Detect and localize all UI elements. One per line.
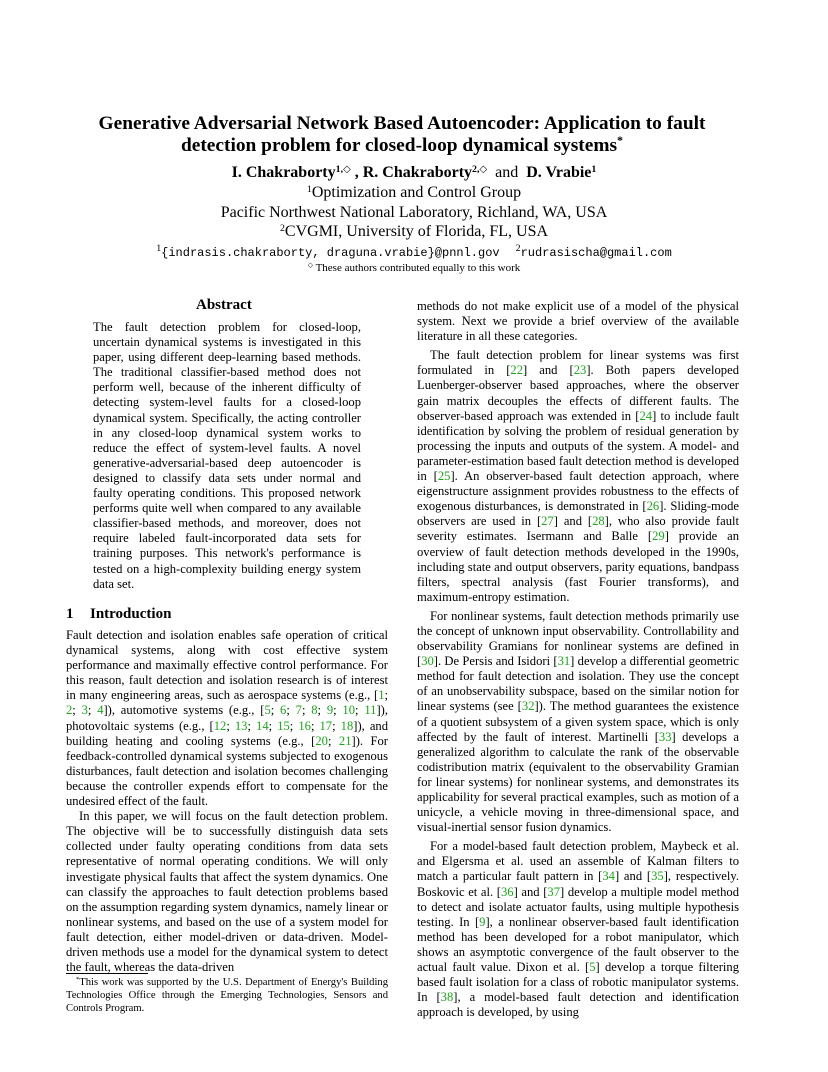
citation-link[interactable]: 37 [547, 884, 560, 899]
section-number: 1 [66, 606, 74, 622]
footnote [66, 976, 388, 1016]
citation-link[interactable]: 14 [256, 718, 269, 733]
affiliation-text: Optimization and Control Group [311, 184, 522, 201]
citation-link[interactable]: 12 [213, 718, 227, 733]
email-mark: 2 [515, 242, 521, 254]
paper-title [80, 113, 724, 157]
paper-title-text: Generative Adversarial Network Based Autoencoder: Application to fault detection problem for closed-loop dynamical systems [98, 113, 706, 156]
email-address: rudrasischa@gmail.com [520, 246, 672, 260]
citation-link[interactable]: 31 [557, 654, 571, 669]
citation-link[interactable]: 32 [521, 699, 535, 714]
citation-link[interactable]: 9 [326, 703, 334, 718]
paragraph: Fault detection and isolation enables safe operation of critical dynamical systems, along with cost effective system performance and maximally effective control performance. For this reason, fault detection and isolation research is of interest in many engineering areas, such as aerospace systems (e.g., [1; 2; 3; 4]), automotive systems (e.g., [5; 6; 7; 8; 9; 10; 11]), photovoltaic systems (e.g., [12; 13; 14; 15; 16; 17; 18]), and building heating and cooling systems (e.g., [20; 21]). For feedback-controlled dynamical systems subjected to exogenous disturbances, fault detection and isolation becomes challenging because the controller expends effort to compensate for the undesired effect of the fault. [66, 628, 389, 809]
citation-link[interactable]: 23 [573, 363, 587, 378]
citation-link[interactable]: 8 [311, 703, 318, 718]
citation-link[interactable]: 11 [364, 703, 377, 718]
email-mark: 1 [156, 242, 162, 254]
section-title: Introduction [90, 606, 172, 622]
affiliation-1 [0, 183, 828, 202]
author-affiliation-mark: 2,◇ [472, 163, 488, 175]
paragraph: For a model-based fault detection problem, Maybeck et al. and Elgersma et al. used an assemble of Kalman filters to match a particular fault pattern in [34] and [35], respectively. Boskovic et al. [36] and [37] develop a multiple model method to detect and isolate actuator faults, using multiple hypothesis testing. In [9], a nonlinear observer-based fault identification method has been developed for a robot manipulator, which shows an asymptotic convergence of the fault observer to the actual fault value. Dixon et al. [5] develop a torque filtering based fault isolation for a class of robotic manipulator systems. In [38], a model-based fault detection and identification approach is developed, by using [417, 839, 740, 1020]
affiliation-text: CVGMI, University of Florida, FL, USA [284, 223, 549, 240]
paragraph: In this paper, we will focus on the fault detection problem. The objective will be to successfully distinguish data sets collected under faulty operating conditions from data sets representative of normal operating conditions. We will only investigate physical faults that affect the system dynamics. One can classify the approaches to fault detection problems based on the assumption regarding system dynamics, namely linear or nonlinear systems, and based on the use of a system model for fault detection, either model-driven or data-driven. Model-driven methods use a model for the dynamical system to detect the fault, whereas the data-driven [66, 809, 388, 975]
citation-link[interactable]: 4 [97, 703, 104, 718]
equal-contribution-mark: ◇ [307, 262, 313, 270]
paragraph: methods do not make explicit use of a model of the physical system. Next we provide a brief overview of the available literature in all these categories. [417, 299, 739, 344]
arxiv-stamp [22, 290, 50, 760]
citation-link[interactable]: 21 [338, 733, 352, 748]
citation-link[interactable]: 18 [340, 718, 354, 733]
author-list: I. Chakraborty$^{1,◇}$ , R. Chakraborty$^{2,◇}$ and D. Vrabie$^1$ [231, 163, 597, 181]
citation-link[interactable]: 2 [66, 703, 73, 718]
paragraph: For nonlinear systems, fault detection methods primarily use the concept of unknown input observability. Controllability and observability Gramians for nonlinear systems are defined in [30]. De Persis and Isidori [31] develop a differential geometric method for fault detection and isolation. They use the concept of an unobservability subspace, based on the similar notion for linear systems (see [32]). The method guarantees the existence of a quotient subsystem of a given system space, which is only affected by the fault of interest. Martinelli [33] develops a generalized algorithm to calculate the rank of the observable codistribution matrix (equivalent to the observability Gramian for linear systems) for nonlinear systems, and demonstrates its applicability for several practical examples, such as motion of a unicycle, a vehicle moving in three-dimensional space, and visual-inertial sensor fusion dynamics. [417, 608, 739, 835]
email-address: {indrasis.chakraborty, draguna.vrabie}@pnnl.gov [161, 246, 500, 260]
arxiv-stamp-text [49, 328, 50, 760]
citation-link[interactable]: 3 [81, 703, 88, 718]
citation-link[interactable]: 25 [437, 469, 451, 484]
author-affiliation-mark: 1 [591, 163, 597, 175]
author-name: R. Chakraborty [362, 164, 473, 181]
abstract-heading: Abstract [196, 297, 252, 313]
footnote-rule [66, 973, 148, 974]
author-affiliation-mark: 1,◇ [335, 163, 351, 175]
citation-link[interactable]: 7 [295, 703, 302, 718]
citation-link[interactable]: 35 [651, 869, 664, 884]
citation-link[interactable]: 36 [500, 884, 514, 899]
citation-link[interactable]: 6 [280, 703, 287, 718]
affiliation-mark: 1 [306, 183, 312, 195]
citation-link[interactable]: 24 [639, 408, 653, 423]
citation-link[interactable]: 10 [342, 703, 356, 718]
equal-contribution-text: These authors contributed equally to this work [315, 262, 521, 274]
citation-link[interactable]: 5 [589, 960, 596, 975]
abstract-text: The fault detection problem for closed-loop, uncertain dynamical systems is investigated in this paper, using different deep-learning based methods. The traditional classifier-based method does not perform well, because of the inherent difficulty of detecting system-level faults for a closed-loop dynamical system. Specifically, the acting controller in any closed-loop dynamical system works to reduce the effect of system-level faults. A novel generative-adversarial-based deep autoencoder is designed to classify data sets under normal and faulty operating conditions. This proposed network performs quite well when compared to any available classifier-based methods, and moreover, does not require labeled fault-incorporated data sets for training purposes. This network's performance is tested on a high-complexity building energy system data set. [93, 320, 361, 591]
citation-link[interactable]: 20 [315, 733, 328, 748]
citation-link[interactable]: 33 [658, 729, 672, 744]
citation-link[interactable]: 13 [234, 718, 248, 733]
author-emails [0, 242, 828, 263]
affiliation-2 [0, 222, 828, 241]
section-heading [66, 606, 171, 623]
equal-contribution-note [0, 262, 828, 274]
citation-link[interactable]: 26 [646, 499, 660, 514]
abstract-body [93, 320, 361, 592]
left-column [66, 628, 388, 975]
citation-link[interactable]: 34 [602, 869, 615, 884]
affiliation-1-address [0, 203, 828, 222]
citation-link[interactable]: 5 [264, 703, 271, 718]
citation-link[interactable]: 1 [378, 688, 385, 703]
author-name: I. Chakraborty [231, 164, 336, 181]
citation-link[interactable]: 27 [541, 514, 554, 529]
author-name: D. Vrabie [526, 164, 592, 181]
paragraph: The fault detection problem for linear systems was first formulated in [22] and [23]. Both papers developed Luenberger-observer based approaches, where the observer gain matrix decouples the effects of different faults. The observer-based approach was extended in [24] to include fault identification by solving the problem of residual generation by processing the inputs and outputs of the system. A model- and parameter-estimation based fault detection method is developed in [25]. An observer-based fault detection approach, where eigenstructure assignment provides robustness to the effects of exogenous disturbances, is demonstrated in [26]. Sliding-mode observers are used in [27] and [28], who also provide fault severity estimates. Isermann and Balle [29] provide an overview of fault detection methods developed in the 1990s, including state and output observers, parity equations, bandpass filters, spectral analysis (fast Fourier transforms), and maximum-entropy estimation. [417, 348, 740, 604]
title-footnote-mark: * [617, 133, 624, 148]
citation-link[interactable]: 15 [277, 718, 290, 733]
citation-link[interactable]: 9 [479, 914, 486, 929]
author-conjunction: and [495, 164, 519, 181]
citation-link[interactable]: 16 [298, 718, 311, 733]
affiliation-text: Pacific Northwest National Laboratory, Richland, WA, USA [220, 204, 608, 221]
citation-link[interactable]: 28 [592, 514, 605, 529]
citation-link[interactable]: 17 [319, 718, 333, 733]
citation-link[interactable]: 29 [652, 529, 665, 544]
right-column [417, 299, 739, 1020]
citation-link[interactable]: 30 [421, 654, 434, 669]
footnote-mark: * [76, 976, 80, 984]
affiliation-mark: 2 [279, 222, 285, 234]
citation-link[interactable]: 22 [510, 363, 523, 378]
footnote-text: This work was supported by the U.S. Department of Energy's Building Technologies Office through the Emerging Technologies, Sensors and Controls Program. [66, 977, 388, 1015]
citation-link[interactable]: 38 [440, 990, 454, 1005]
